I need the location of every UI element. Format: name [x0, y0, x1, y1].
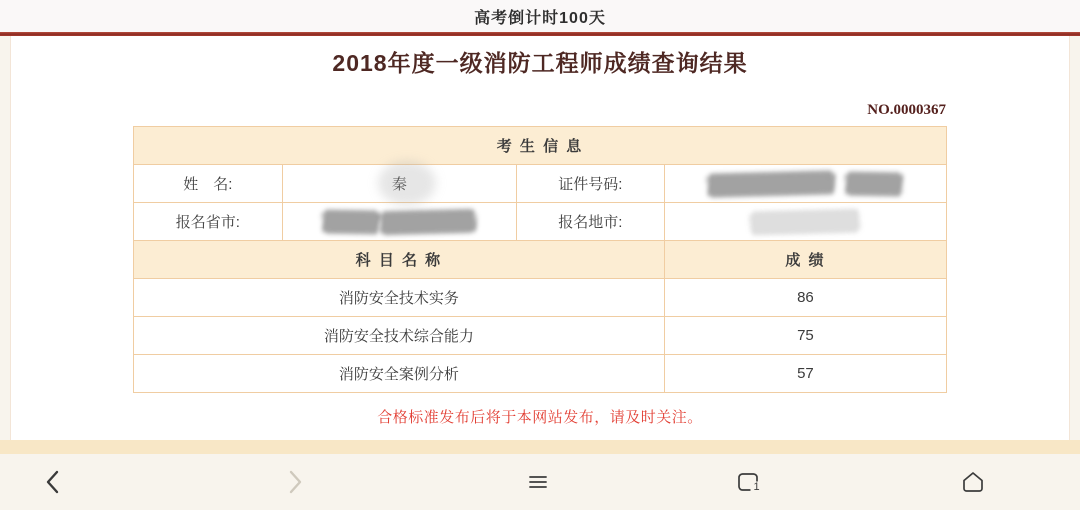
subject-name: 消防安全技术实务 — [134, 279, 665, 317]
score-row — [134, 317, 947, 355]
province-value — [282, 203, 516, 241]
redacted-smudge — [378, 161, 436, 205]
city-value — [664, 203, 946, 241]
name-value: 秦 — [282, 165, 516, 203]
forward-button[interactable] — [283, 468, 307, 496]
score-row — [134, 355, 947, 393]
city-label: 报名地市: — [516, 203, 664, 241]
id-number-value — [664, 165, 946, 203]
subject-score: 57 — [664, 355, 946, 393]
pass-standard-notice: 合格标准发布后将于本网站发布，请及时关注。 — [377, 409, 703, 426]
redacted-value — [322, 209, 380, 234]
home-icon — [959, 468, 987, 496]
name-label: 姓 名: — [134, 165, 283, 203]
chevron-right-icon — [283, 468, 307, 496]
subject-name: 消防安全案例分析 — [134, 355, 665, 393]
menu-button[interactable] — [525, 469, 551, 495]
svg-text:1: 1 — [753, 481, 761, 493]
redacted-value — [845, 171, 903, 196]
tabs-button[interactable] — [734, 468, 762, 496]
result-table — [133, 126, 947, 393]
subject-column-header: 科 目 名 称 — [134, 241, 665, 279]
redacted-value — [750, 208, 861, 235]
table-row — [134, 203, 947, 241]
page-footer-band — [0, 440, 1080, 454]
page-title: 2018年度一级消防工程师成绩查询结果 — [332, 50, 748, 76]
browser-nav-bar — [0, 454, 1080, 510]
chevron-left-icon — [41, 468, 65, 496]
redacted-value — [380, 208, 477, 235]
id-number-label: 证件号码: — [516, 165, 664, 203]
subject-name: 消防安全技术综合能力 — [134, 317, 665, 355]
countdown-banner-label: 高考倒计时100天 — [474, 9, 606, 27]
score-column-header: 成 绩 — [664, 241, 946, 279]
score-header-row — [134, 241, 947, 279]
home-button[interactable] — [959, 468, 987, 496]
subject-score: 75 — [664, 317, 946, 355]
tab-count-icon — [734, 468, 762, 496]
hamburger-menu-icon — [525, 469, 551, 495]
result-page — [10, 36, 1070, 440]
candidate-info-title: 考 生 信 息 — [134, 127, 947, 165]
serial-number: NO.0000367 — [867, 102, 946, 118]
table-row — [134, 165, 947, 203]
candidate-info-header-row — [134, 127, 947, 165]
score-row — [134, 279, 947, 317]
back-button[interactable] — [41, 468, 65, 496]
redacted-value — [707, 170, 836, 197]
subject-score: 86 — [664, 279, 946, 317]
province-label: 报名省市: — [134, 203, 283, 241]
countdown-banner[interactable] — [0, 0, 1080, 32]
